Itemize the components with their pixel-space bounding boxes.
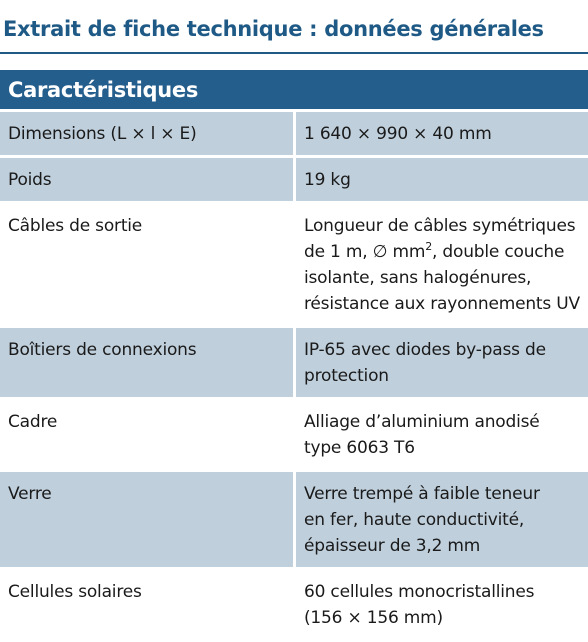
value-line-suffix: , double couche <box>432 242 565 262</box>
row-value <box>296 328 588 397</box>
table-header: Caractéristiques <box>0 70 588 109</box>
value-line-with-superscript <box>304 239 582 265</box>
value-line: Longueur de câbles symétriques <box>304 216 576 236</box>
row-value <box>296 158 588 201</box>
row-label: Poids <box>0 158 293 201</box>
value-line: isolante, sans halogénures, <box>304 268 532 288</box>
value-line: (156 × 156 mm) <box>304 608 443 628</box>
value-line: Verre trempé à faible teneur <box>304 484 540 504</box>
table-row-poids <box>0 158 588 204</box>
value-line: 1 640 × 990 × 40 mm <box>304 124 492 144</box>
value-line-text: de 1 m, ∅ mm <box>304 242 426 262</box>
row-value <box>296 570 588 639</box>
value-line: épaisseur de 3,2 mm <box>304 536 481 556</box>
table-row-verre <box>0 472 588 570</box>
value-line: protection <box>304 366 389 386</box>
value-line: type 6063 T6 <box>304 438 415 458</box>
value-line: en fer, haute conductivité, <box>304 510 525 530</box>
row-label: Dimensions (L × l × E) <box>0 112 293 155</box>
row-label: Câbles de sortie <box>0 204 293 325</box>
table-row-cables <box>0 204 588 328</box>
table-row-boitiers <box>0 328 588 400</box>
row-value <box>296 204 588 325</box>
row-value <box>296 400 588 469</box>
table-row-cadre <box>0 400 588 472</box>
value-line: résistance aux rayonnements UV <box>304 294 580 314</box>
table-row-cellules <box>0 570 588 642</box>
row-value <box>296 472 588 567</box>
row-label: Cellules solaires <box>0 570 293 639</box>
value-line: Alliage d’aluminium anodisé <box>304 412 540 432</box>
title-divider <box>0 52 588 54</box>
page-title: Extrait de fiche technique : données générales <box>3 17 544 41</box>
superscript: 2 <box>425 240 432 253</box>
row-label: Verre <box>0 472 293 567</box>
value-line: 19 kg <box>304 170 351 190</box>
value-line: 60 cellules monocristallines <box>304 582 535 602</box>
table-row-dimensions <box>0 112 588 158</box>
row-label: Cadre <box>0 400 293 469</box>
value-line: IP-65 avec diodes by-pass de <box>304 340 546 360</box>
row-label: Boîtiers de connexions <box>0 328 293 397</box>
title-block <box>0 0 588 58</box>
row-value <box>296 112 588 155</box>
spec-table <box>0 70 588 642</box>
